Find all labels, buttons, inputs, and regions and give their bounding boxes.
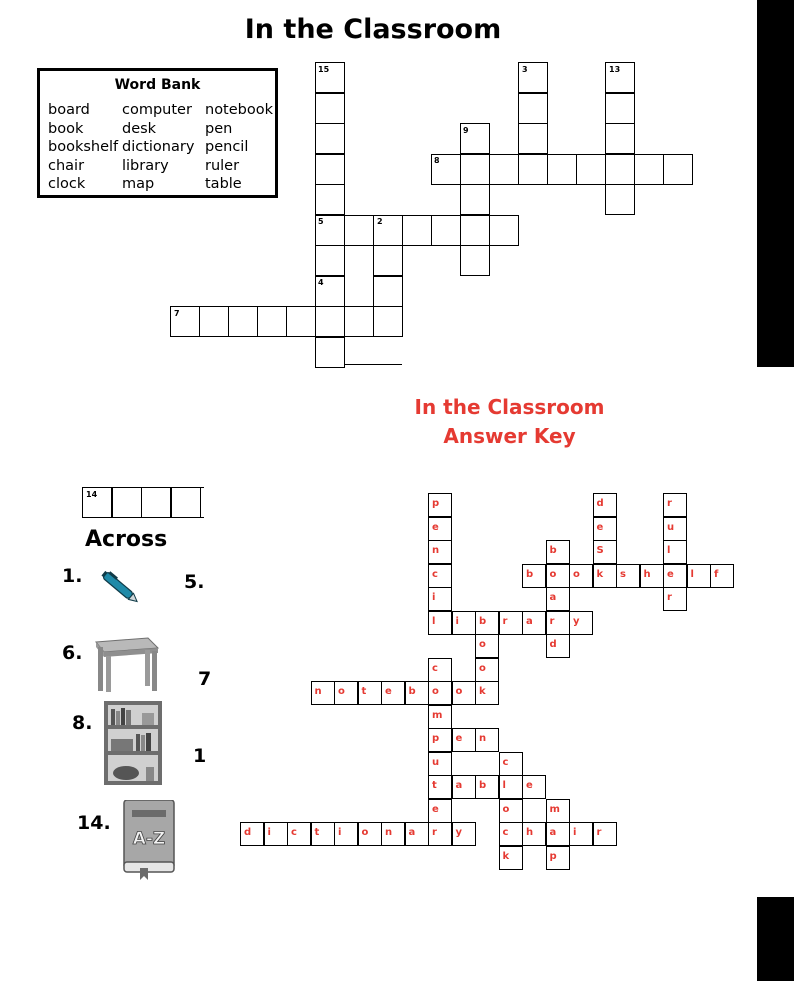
answer-letter: c: [432, 568, 438, 580]
answer-cell: [522, 564, 546, 588]
clue-number-14: 14: [86, 490, 98, 499]
grid-cell[interactable]: [315, 184, 345, 215]
grid-cell[interactable]: [431, 215, 461, 246]
answer-letter: r: [549, 615, 555, 627]
grid-cell[interactable]: [605, 93, 635, 124]
answer-letter: c: [432, 662, 438, 674]
grid-cell[interactable]: [257, 306, 287, 337]
answer-cell: [264, 822, 288, 846]
clue-number-4: 4: [318, 278, 324, 287]
answer-letter: b: [479, 615, 487, 627]
answer-cell: [499, 611, 523, 635]
grid-cell[interactable]: [605, 154, 635, 185]
clue-label-5: 5.: [184, 571, 205, 593]
answer-cell: [452, 611, 476, 635]
answer-cell: [381, 822, 405, 846]
clue-number-13: 13: [609, 65, 621, 74]
answer-cell: [475, 611, 499, 635]
answer-letter: c: [502, 756, 509, 768]
word-bank-title: Word Bank: [114, 77, 201, 93]
word-bank-word: chair: [48, 157, 85, 174]
answer-cell: [452, 775, 476, 799]
answer-letter: e: [667, 568, 674, 580]
word-bank: [37, 68, 278, 198]
answer-letter: h: [526, 827, 534, 838]
word-bank-column-2: [122, 101, 194, 194]
word-bank-word: pen: [205, 120, 233, 137]
answer-letter: l: [432, 615, 436, 627]
grid-cell[interactable]: [518, 93, 548, 124]
word-bank-word: pencil: [205, 139, 249, 155]
answer-letter: l: [667, 545, 671, 556]
answer-cell: [546, 564, 570, 588]
answer-cell: [428, 587, 452, 611]
answer-cell: [593, 493, 617, 517]
grid-cell[interactable]: [460, 154, 490, 185]
answer-letter: a: [549, 592, 557, 603]
answer-letter: m: [549, 803, 560, 815]
answer-letter: b: [526, 568, 534, 580]
answer-cell: [593, 564, 617, 588]
answer-cell: [593, 822, 617, 846]
answer-cell: [452, 728, 476, 752]
answer-letter: r: [432, 827, 437, 838]
answer-letter: p: [432, 498, 440, 509]
answer-cell: [499, 846, 523, 870]
answer-cell: [640, 564, 664, 588]
answer-cell: [546, 611, 570, 635]
answer-letter: i: [455, 615, 459, 627]
word-bank-column-1: [48, 101, 118, 194]
answer-cell: [475, 634, 499, 658]
answer-letter: o: [455, 686, 463, 697]
answer-letter: u: [667, 521, 675, 533]
clue-number-2: 2: [377, 217, 383, 226]
answer-letter: r: [667, 592, 672, 603]
grid-cell[interactable]: [547, 154, 577, 185]
answer-cell: [522, 822, 546, 846]
grid-cell[interactable]: [286, 306, 316, 337]
answer-cell: [569, 611, 593, 635]
answer-letter: s: [620, 568, 626, 580]
answer-letter: e: [526, 780, 533, 791]
answer-letter: r: [667, 498, 672, 509]
answer-cell: [358, 822, 382, 846]
grid-cell[interactable]: [576, 154, 606, 185]
answer-letter: l: [502, 780, 506, 791]
answer-letter: i: [267, 827, 271, 838]
answer-letter: o: [502, 803, 510, 815]
answer-cell: [475, 658, 499, 682]
answer-cell: [428, 822, 452, 846]
answer-letter: o: [549, 568, 557, 580]
grid-cell[interactable]: [460, 245, 490, 276]
grid-cell[interactable]: [200, 487, 204, 518]
grid-underline: [345, 364, 402, 365]
answer-letter: p: [432, 733, 440, 744]
answer-cell: [593, 540, 617, 564]
answer-cell: [569, 564, 593, 588]
answer-letter: c: [502, 827, 509, 838]
answer-letter: f: [714, 568, 719, 580]
answer-cell: [499, 799, 523, 823]
grid-cell[interactable]: [199, 306, 229, 337]
grid-cell[interactable]: [489, 154, 519, 185]
answer-key-title-line-2: Answer Key: [443, 424, 576, 448]
grid-cell[interactable]: [460, 184, 490, 215]
answer-cell: [311, 681, 335, 705]
answer-cell: [452, 681, 476, 705]
answer-cell: [475, 728, 499, 752]
answer-letter: y: [455, 827, 463, 838]
answer-cell: [428, 775, 452, 799]
grid-cell[interactable]: [228, 306, 258, 337]
grid-cell[interactable]: [315, 123, 345, 154]
clue-number-3: 3: [522, 65, 528, 74]
answer-letter: i: [573, 827, 577, 838]
side-bar-bottom: [757, 897, 794, 981]
answer-letter: o: [338, 686, 345, 697]
answer-cell: [663, 517, 687, 541]
clue-label-partial-7: 7: [198, 668, 212, 690]
answer-cell: [428, 752, 452, 776]
grid-cell[interactable]: [112, 487, 142, 518]
grid-cell[interactable]: [518, 154, 548, 185]
answer-cell: [428, 728, 452, 752]
clue-label-partial-1: 1: [193, 745, 207, 767]
word-bank-word: dictionary: [122, 139, 195, 155]
answer-letter: k: [502, 850, 510, 862]
word-bank-word: clock: [48, 176, 86, 192]
word-bank-word: bookshelf: [48, 139, 119, 155]
answer-cell: [240, 822, 264, 846]
answer-cell: [569, 822, 593, 846]
answer-letter: m: [432, 709, 443, 721]
answer-letter: i: [338, 827, 342, 838]
grid-cell[interactable]: [402, 215, 432, 246]
answer-cell: [663, 564, 687, 588]
pen-icon: [98, 567, 144, 609]
word-bank-word: ruler: [205, 157, 240, 174]
grid-cell[interactable]: [141, 487, 171, 518]
answer-cell: [546, 634, 570, 658]
answer-letter: r: [596, 827, 602, 838]
answer-cell: [428, 540, 452, 564]
across-heading: Across: [85, 527, 168, 552]
grid-cell[interactable]: [315, 337, 345, 368]
answer-letter: h: [643, 568, 651, 580]
answer-cell: [358, 681, 382, 705]
answer-letter: a: [408, 827, 416, 838]
answer-cell: [428, 564, 452, 588]
answer-letter: a: [526, 615, 533, 627]
clue-number-8: 8: [434, 156, 440, 165]
answer-letter: k: [479, 686, 486, 697]
answer-letter: b: [549, 545, 557, 556]
answer-letter: t: [314, 827, 320, 838]
answer-letter: n: [385, 827, 393, 838]
answer-cell: [663, 493, 687, 517]
clue-number-5: 5: [318, 217, 324, 226]
side-bar-top: [757, 0, 794, 367]
answer-letter: o: [479, 639, 486, 650]
grid-cell[interactable]: [315, 306, 345, 337]
answer-cell: [428, 493, 452, 517]
grid-cell[interactable]: [605, 123, 635, 154]
svg-text:A-Z: A-Z: [132, 829, 166, 849]
answer-letter: r: [502, 615, 508, 627]
answer-cell: [475, 775, 499, 799]
bookshelf-icon: [104, 701, 162, 785]
answer-cell: [428, 681, 452, 705]
dictionary-icon: [120, 800, 176, 880]
grid-cell[interactable]: [605, 184, 635, 215]
answer-letter: e: [432, 521, 439, 533]
answer-letter: b: [479, 780, 487, 791]
answer-cell: [428, 658, 452, 682]
answer-letter: S: [596, 545, 604, 556]
answer-letter: t: [361, 686, 367, 697]
answer-letter: o: [361, 827, 369, 838]
answer-cell: [452, 822, 476, 846]
grid-cell[interactable]: [315, 245, 345, 276]
answer-cell: [499, 775, 523, 799]
answer-letter: d: [596, 498, 604, 509]
answer-cell: [428, 611, 452, 635]
answer-letter: e: [385, 686, 392, 697]
answer-letter: a: [455, 780, 463, 791]
grid-cell[interactable]: [373, 276, 403, 307]
answer-cell: [334, 822, 358, 846]
answer-cell: [687, 564, 711, 588]
answer-letter: o: [479, 662, 486, 674]
answer-cell: [663, 540, 687, 564]
word-bank-word: desk: [122, 120, 157, 137]
answer-letter: n: [314, 686, 322, 697]
answer-cell: [499, 822, 523, 846]
answer-cell: [287, 822, 311, 846]
answer-cell: [499, 752, 523, 776]
answer-cell: [428, 799, 452, 823]
answer-letter: e: [596, 521, 604, 533]
answer-cell: [311, 822, 335, 846]
grid-cell[interactable]: [489, 215, 519, 246]
grid-cell[interactable]: [171, 487, 201, 518]
answer-letter: e: [432, 803, 439, 815]
answer-cell: [546, 822, 570, 846]
answer-cell: [593, 517, 617, 541]
answer-letter: d: [244, 827, 252, 838]
answer-letter: u: [432, 756, 440, 768]
answer-cell: [522, 611, 546, 635]
answer-cell: [546, 540, 570, 564]
answer-cell: [381, 681, 405, 705]
answer-cell: [428, 517, 452, 541]
answer-letter: p: [549, 850, 557, 862]
answer-letter: t: [432, 780, 437, 791]
answer-letter: l: [690, 568, 694, 580]
grid-cell[interactable]: [315, 154, 345, 185]
answer-cell: [663, 587, 687, 611]
answer-letter: i: [432, 592, 436, 603]
grid-cell[interactable]: [663, 154, 693, 185]
grid-cell[interactable]: [634, 154, 664, 185]
answer-cell: [334, 681, 358, 705]
answer-cell: [616, 564, 640, 588]
answer-cell: [546, 846, 570, 870]
answer-key-title: [392, 393, 627, 451]
puzzle-title: In the Classroom: [244, 14, 502, 45]
grid-cell[interactable]: [373, 306, 403, 337]
answer-cell: [405, 822, 429, 846]
word-bank-column-3: [205, 101, 273, 194]
grid-cell[interactable]: [373, 245, 403, 276]
word-bank-word: map: [122, 176, 155, 192]
grid-cell[interactable]: [344, 215, 374, 246]
word-bank-word: table: [205, 176, 242, 192]
grid-cell[interactable]: [315, 93, 345, 124]
answer-cell: [405, 681, 429, 705]
answer-cell: [522, 775, 546, 799]
answer-letter: o: [432, 686, 439, 697]
clue-label-6: 6.: [62, 642, 83, 664]
word-bank-word: book: [48, 120, 84, 137]
desk-icon: [90, 636, 162, 694]
word-bank-word: computer: [122, 102, 192, 118]
clue-number-7: 7: [174, 309, 180, 318]
answer-cell: [546, 587, 570, 611]
clue-label-14: 14.: [77, 812, 111, 834]
answer-letter: b: [408, 686, 416, 697]
answer-letter: a: [549, 827, 557, 838]
clue-label-8: 8.: [72, 712, 93, 734]
answer-letter: n: [432, 545, 440, 556]
grid-cell[interactable]: [518, 123, 548, 154]
answer-key-title-line-1: In the Classroom: [414, 395, 605, 419]
grid-cell[interactable]: [344, 306, 374, 337]
word-bank-word: board: [48, 102, 90, 118]
clue-number-9: 9: [463, 126, 469, 135]
clue-label-1: 1.: [62, 565, 83, 587]
answer-cell: [546, 799, 570, 823]
answer-letter: o: [573, 568, 580, 580]
answer-letter: e: [455, 733, 463, 744]
answer-letter: d: [549, 639, 557, 650]
answer-cell: [475, 681, 499, 705]
answer-letter: k: [596, 568, 604, 580]
word-bank-word: library: [122, 157, 169, 174]
answer-cell: [710, 564, 734, 588]
answer-cell: [428, 705, 452, 729]
answer-letter: y: [573, 615, 580, 627]
word-bank-word: notebook: [205, 102, 274, 118]
answer-letter: n: [479, 733, 487, 744]
clue-number-15: 15: [318, 65, 330, 74]
grid-cell[interactable]: [460, 215, 490, 246]
answer-letter: c: [291, 827, 297, 838]
